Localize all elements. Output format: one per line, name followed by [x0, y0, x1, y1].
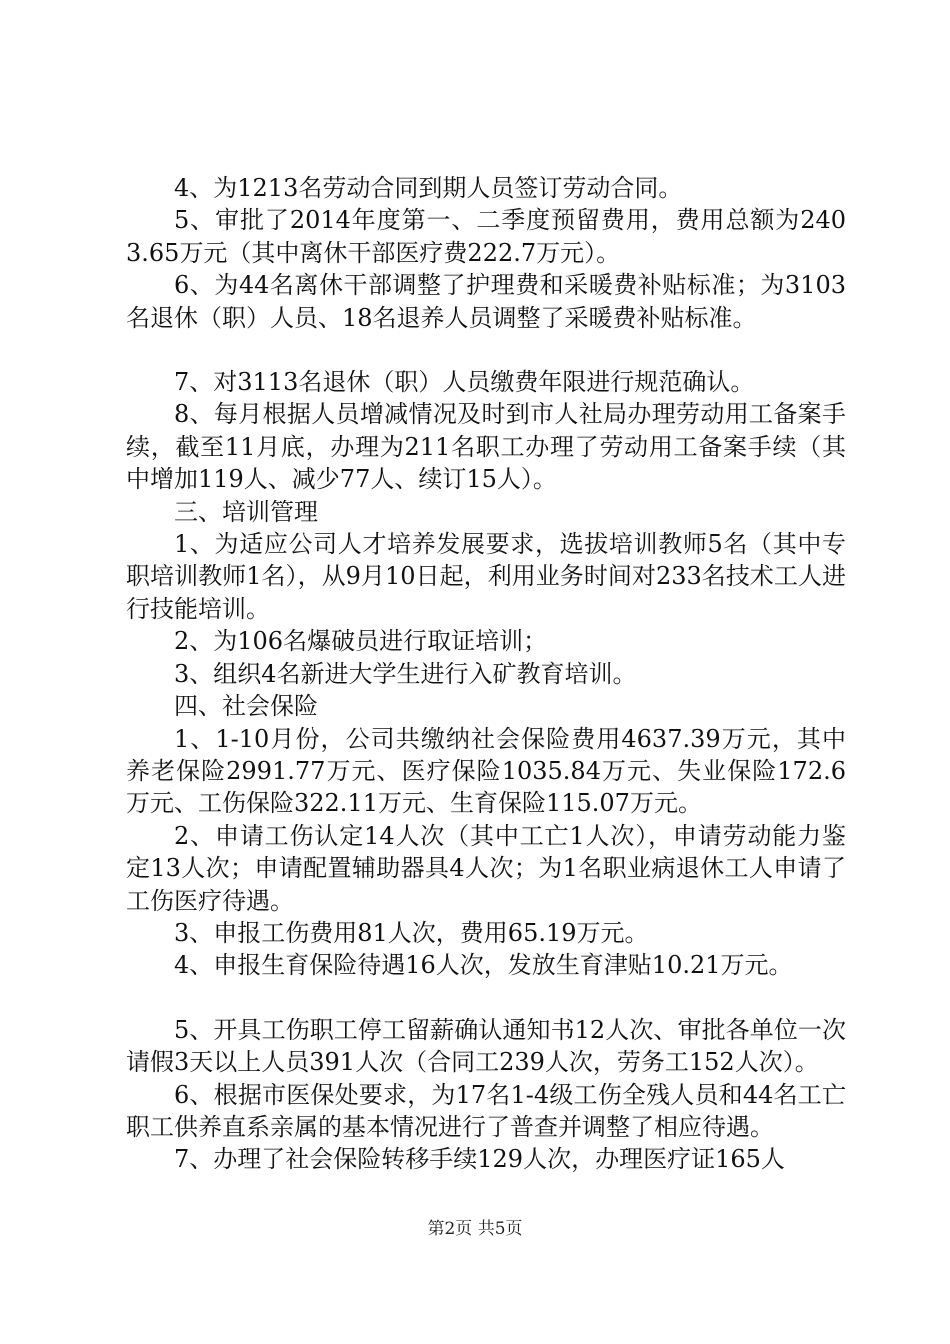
paragraph-training-1: 1、为适应公司人才培养发展要求，选拔培训教师5名（其中专职培训教师1名），从9月10日起，利用业务时间对233名技术工人进行技能培训。 [126, 530, 846, 623]
paragraph-item-8-labor-registration: 8、每月根据人员增减情况及时到市人社局办理劳动用工备案手续，截至11月底，办理为211名职工办理了劳动用工备案手续（其中增加119人、减少77人、续订15人）。 [126, 400, 846, 494]
page-number-footer: 第2页 共5页 [427, 1219, 523, 1239]
paragraph-insurance-7: 7、办理了社会保险转移手续129人次，办理医疗证165人 [174, 1145, 785, 1174]
document-body [126, 172, 846, 1176]
section-heading-training: 三、培训管理 [174, 497, 318, 526]
paragraph-item-5-reserved-fees: 5、审批了2014年度第一、二季度预留费用，费用总额为2403.65万元（其中离休干部医疗费222.7万元）。 [126, 206, 846, 267]
paragraph-item-7-payment-years: 7、对3113名退休（职）人员缴费年限进行规范确认。 [174, 368, 755, 397]
paragraph-item-4-contracts: 4、为1213名劳动合同到期人员签订劳动合同。 [174, 174, 683, 202]
paragraph-insurance-1: 1、1-10月份，公司共缴纳社会保险费用4637.39万元，其中养老保险2991.77万元、医疗保险1035.84万元、失业保险172.6万元、工伤保险322.11万元、生育保险115.07万元。 [126, 724, 846, 818]
section-heading-social-insurance: 四、社会保险 [174, 692, 318, 721]
paragraph-insurance-2: 2、申请工伤认定14人次（其中工亡1人次），申请劳动能力鉴定13人次；申请配置辅助器具4人次；为1名职业病退休工人申请了工伤医疗待遇。 [126, 821, 846, 915]
paragraph-item-6-subsidy-standards: 6、为44名离休干部调整了护理费和采暖费补贴标准；为3103名退休（职）人员、18名退养人员调整了采暖费补贴标准。 [126, 271, 846, 332]
paragraph-insurance-6: 6、根据市医保处要求，为17名1-4级工伤全残人员和44名工亡职工供养直系亲属的基本情况进行了普查并调整了相应待遇。 [126, 1080, 846, 1141]
paragraph-insurance-5: 5、开具工伤职工停工留薪确认通知书12人次、审批各单位一次请假3天以上人员391人次（合同工239人次，劳务工152人次）。 [126, 1015, 846, 1077]
paragraph-training-2: 2、为106名爆破员进行取证培训； [174, 627, 548, 656]
paragraph-insurance-3: 3、申报工伤费用81人次，费用65.19万元。 [174, 918, 649, 947]
paragraph-insurance-4: 4、申报生育保险待遇16人次，发放生育津贴10.21万元。 [174, 951, 793, 980]
paragraph-training-3: 3、组织4名新进大学生进行入矿教育培训。 [174, 659, 637, 688]
